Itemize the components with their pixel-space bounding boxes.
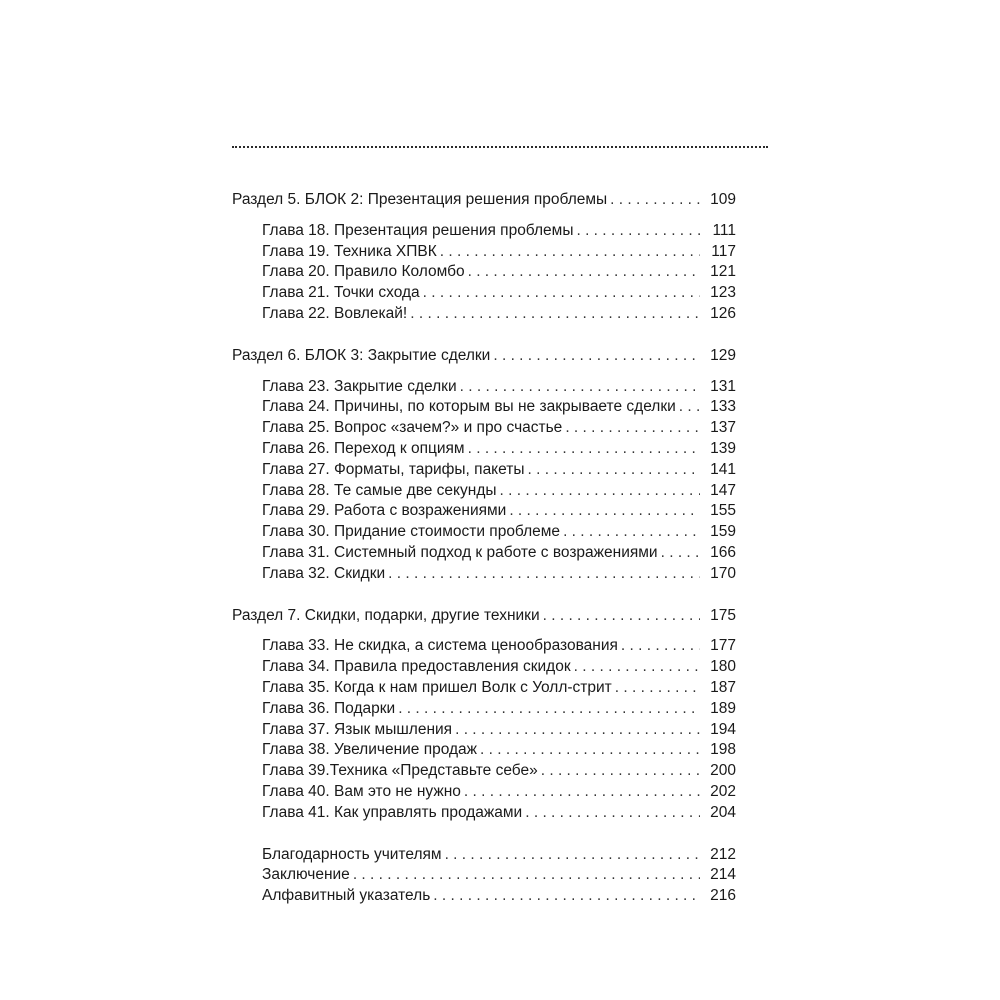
toc-chapter-entry[interactable]: [232, 221, 736, 242]
toc-chapter-entry-page-number: 137: [710, 419, 736, 437]
toc-section-entry[interactable]: [232, 346, 736, 367]
toc-chapter-entry[interactable]: [232, 304, 736, 325]
toc-chapter-entry[interactable]: [232, 803, 736, 824]
toc-chapter-entry[interactable]: [232, 543, 736, 564]
dot-leader: [464, 782, 700, 803]
toc-chapter-entry-title: Глава 27. Форматы, тарифы, пакеты: [262, 460, 525, 478]
toc-chapter-entry-title: Глава 36. Подарки: [262, 699, 396, 717]
dot-leader: [541, 761, 700, 782]
toc-chapter-entry-title: Глава 23. Закрытие сделки: [262, 377, 457, 395]
toc-section-entry-title: Раздел 5. БЛОК 2: Презентация решения проблемы: [232, 191, 608, 208]
toc-backmatter-entry-page-number: 214: [710, 866, 736, 884]
toc-chapter-entry-page-number: 155: [710, 502, 736, 520]
toc-chapter-entry[interactable]: [232, 418, 736, 439]
toc-chapter-entry-page-number: 131: [710, 377, 736, 395]
toc-chapter-entry-title: Глава 19. Техника ХПВК: [262, 242, 437, 260]
toc-chapter-entry[interactable]: [232, 564, 736, 585]
toc-backmatter-entry[interactable]: [232, 886, 736, 907]
dot-leader: [576, 221, 700, 242]
dot-leader: [423, 283, 700, 304]
dot-leader: [661, 543, 700, 564]
toc-chapter-entry-title: Глава 39.Техника «Представьте себе»: [262, 762, 538, 780]
dot-leader: [528, 460, 701, 481]
dot-leader: [610, 190, 700, 211]
toc-chapter-entry-page-number: 111: [712, 221, 736, 239]
toc-backmatter-entry[interactable]: [232, 865, 736, 886]
toc-chapter-entry-page-number: 147: [710, 481, 736, 499]
toc-chapter-entry[interactable]: [232, 678, 736, 699]
dot-leader: [468, 262, 700, 283]
toc-chapter-entry-title: Глава 35. Когда к нам пришел Волк с Уолл-стрит: [262, 678, 612, 696]
dot-leader: [460, 377, 700, 398]
dot-leader: [353, 865, 700, 886]
toc-chapter-entry-page-number: 189: [710, 699, 736, 717]
toc-section-entry-page-number: 109: [710, 191, 736, 208]
toc-chapter-entry-page-number: 200: [710, 762, 736, 780]
toc-chapter-entry-title: Глава 37. Язык мышления: [262, 720, 453, 738]
toc-chapter-entry-page-number: 187: [710, 678, 736, 696]
toc-chapter-entry-page-number: 121: [710, 263, 736, 281]
toc-chapter-entry-page-number: 177: [710, 637, 736, 655]
dot-leader: [493, 346, 700, 367]
toc-chapter-entry[interactable]: [232, 501, 736, 522]
toc-backmatter-entry-title: Заключение: [262, 866, 350, 884]
toc-chapter-entry-page-number: 133: [710, 398, 736, 416]
dot-leader: [410, 304, 700, 325]
toc-chapter-entry-title: Глава 30. Придание стоимости проблеме: [262, 523, 561, 541]
toc-chapter-entry-page-number: 202: [710, 782, 736, 800]
dot-leader: [480, 740, 700, 761]
toc-chapter-entry-page-number: 141: [710, 460, 736, 478]
toc-chapter-entry[interactable]: [232, 262, 736, 283]
toc-chapter-entry-title: Глава 22. Вовлекай!: [262, 304, 408, 322]
dot-leader: [565, 418, 700, 439]
dot-leader: [679, 397, 700, 418]
toc-chapter-entry[interactable]: [232, 740, 736, 761]
toc-backmatter-entry[interactable]: [232, 845, 736, 866]
dot-leader: [543, 606, 700, 627]
dot-leader: [563, 522, 700, 543]
toc-chapter-entry-title: Глава 32. Скидки: [262, 564, 386, 582]
toc-chapter-entry[interactable]: [232, 699, 736, 720]
toc-chapter-entry-title: Глава 38. Увеличение продаж: [262, 741, 478, 759]
toc-backmatter-entry-page-number: 212: [710, 845, 736, 863]
toc-chapter-entry[interactable]: [232, 397, 736, 418]
toc-chapter-entry[interactable]: [232, 242, 736, 263]
toc-chapter-entry-page-number: 204: [710, 803, 736, 821]
dot-leader: [500, 481, 701, 502]
toc-chapter-entry-title: Глава 31. Системный подход к работе с возражениями: [262, 543, 658, 561]
toc-chapter-entry-title: Глава 40. Вам это не нужно: [262, 782, 461, 800]
dot-leader: [525, 803, 700, 824]
toc-chapter-entry-page-number: 170: [710, 564, 736, 582]
toc-section-entry-page-number: 129: [710, 346, 736, 364]
dot-leader: [388, 564, 700, 585]
toc-section-entry-title: Раздел 6. БЛОК 3: Закрытие сделки: [232, 346, 491, 364]
dot-leader: [433, 886, 700, 907]
toc-backmatter-entry-title: Благодарность учителям: [262, 845, 442, 863]
toc-chapter-entry-title: Глава 33. Не скидка, а система ценообразования: [262, 637, 618, 655]
toc-chapter-entry[interactable]: [232, 782, 736, 803]
toc-chapter-entry-title: Глава 29. Работа с возражениями: [262, 502, 507, 520]
toc-chapter-entry-title: Глава 20. Правило Коломбо: [262, 263, 465, 281]
toc-chapter-entry-page-number: 117: [711, 242, 736, 260]
toc-section-entry[interactable]: [232, 190, 736, 211]
toc-section-entry-page-number: 175: [710, 606, 736, 624]
dot-leader: [621, 636, 700, 657]
toc-chapter-entry[interactable]: [232, 439, 736, 460]
top-dotted-rule: [232, 146, 768, 148]
toc-chapter-entry-page-number: 180: [710, 658, 736, 676]
toc-chapter-entry-title: Глава 26. Переход к опциям: [262, 439, 465, 457]
toc-chapter-entry-title: Глава 18. Презентация решения проблемы: [262, 221, 574, 239]
toc-chapter-entry-page-number: 198: [710, 741, 736, 759]
toc-chapter-entry[interactable]: [232, 657, 736, 678]
dot-leader: [455, 720, 700, 741]
toc-chapter-entry-title: Глава 28. Те самые две секунды: [262, 481, 497, 499]
toc-chapter-entry[interactable]: [232, 720, 736, 741]
toc-chapter-entry-title: Глава 21. Точки схода: [262, 284, 420, 302]
toc-chapter-entry-title: Глава 34. Правила предоставления скидок: [262, 658, 571, 676]
toc-chapter-entry-page-number: 126: [710, 304, 736, 322]
dot-leader: [468, 439, 700, 460]
dot-leader: [615, 678, 700, 699]
toc-chapter-entry-title: Глава 41. Как управлять продажами: [262, 803, 523, 821]
dot-leader: [398, 699, 700, 720]
toc-backmatter-entry-page-number: 216: [710, 887, 736, 905]
dot-leader: [574, 657, 700, 678]
toc-chapter-entry-page-number: 123: [710, 284, 736, 302]
toc-chapter-entry[interactable]: [232, 460, 736, 481]
toc-chapter-entry[interactable]: [232, 481, 736, 502]
dot-leader: [440, 242, 700, 263]
table-of-contents: [232, 190, 736, 907]
toc-chapter-entry[interactable]: [232, 761, 736, 782]
dot-leader: [445, 845, 700, 866]
toc-chapter-entry-page-number: 159: [710, 523, 736, 541]
toc-chapter-entry[interactable]: [232, 636, 736, 657]
toc-chapter-entry-page-number: 139: [710, 439, 736, 457]
toc-chapter-entry-page-number: 194: [710, 720, 736, 738]
dot-leader: [509, 501, 700, 522]
toc-section-entry[interactable]: [232, 606, 736, 627]
toc-chapter-entry-title: Глава 25. Вопрос «зачем?» и про счастье: [262, 419, 563, 437]
toc-backmatter-entry-title: Алфавитный указатель: [262, 887, 431, 905]
toc-chapter-entry[interactable]: [232, 283, 736, 304]
toc-chapter-entry-title: Глава 24. Причины, по которым вы не закрываете сделки: [262, 398, 676, 416]
toc-section-entry-title: Раздел 7. Скидки, подарки, другие техники: [232, 606, 540, 624]
toc-chapter-entry[interactable]: [232, 522, 736, 543]
toc-chapter-entry[interactable]: [232, 377, 736, 398]
toc-chapter-entry-page-number: 166: [710, 543, 736, 561]
